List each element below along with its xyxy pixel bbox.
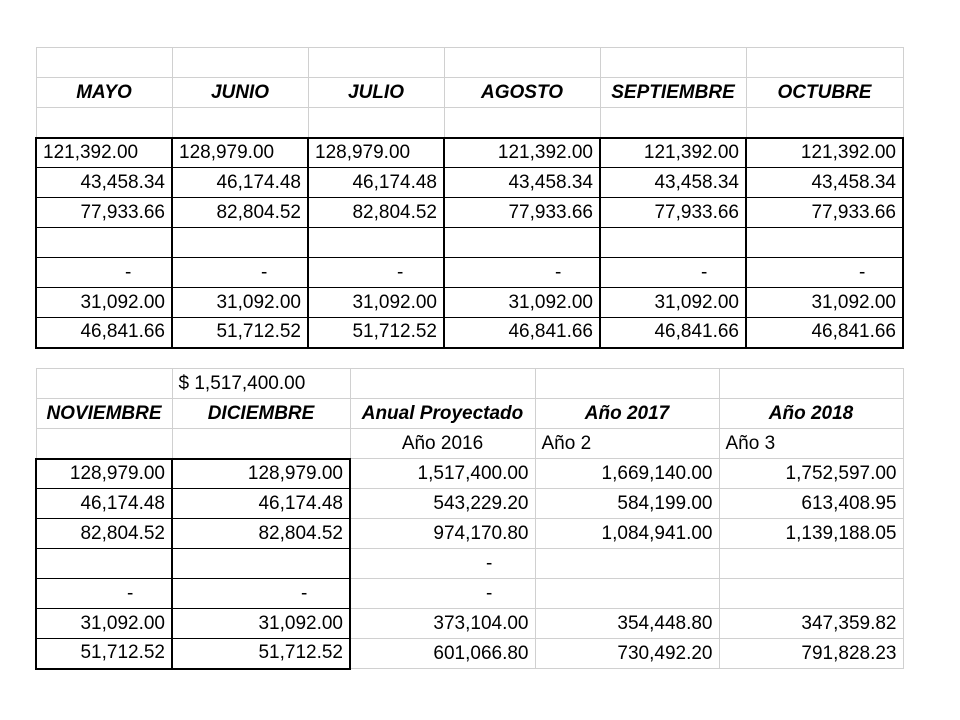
monthly-table-top [35, 47, 904, 349]
table-cell[interactable]: 31,092.00 [746, 288, 903, 318]
table-cell[interactable] [172, 228, 308, 258]
table-cell[interactable]: 974,170.80 [350, 519, 535, 549]
table-row [36, 639, 903, 669]
table-cell[interactable]: 82,804.52 [172, 519, 350, 549]
table-cell[interactable]: 82,804.52 [172, 198, 308, 228]
table-cell[interactable]: - [172, 258, 308, 288]
table-cell[interactable]: 46,841.66 [36, 318, 172, 348]
header-cell: DICIEMBRE [172, 399, 350, 429]
table-cell[interactable]: 1,139,188.05 [719, 519, 903, 549]
table-row [36, 198, 903, 228]
month-header-row [36, 78, 903, 108]
total-row [36, 369, 903, 399]
table-row [36, 138, 903, 168]
period-header-row [36, 399, 903, 429]
table-row [36, 168, 903, 198]
table-cell[interactable]: - [444, 258, 600, 288]
table-cell[interactable]: 121,392.00 [600, 138, 746, 168]
subheader-cell: Año 3 [719, 429, 903, 459]
table-cell[interactable]: 121,392.00 [444, 138, 600, 168]
table-row [36, 579, 903, 609]
table-cell[interactable] [719, 579, 903, 609]
table-cell[interactable]: 31,092.00 [172, 609, 350, 639]
table-cell[interactable]: 51,712.52 [36, 639, 172, 669]
table-cell[interactable]: 43,458.34 [746, 168, 903, 198]
header-cell: Anual Proyectado [350, 399, 535, 429]
subheader-row [36, 429, 903, 459]
table-row [36, 609, 903, 639]
table-cell[interactable] [172, 549, 350, 579]
header-cell: SEPTIEMBRE [600, 78, 746, 108]
table-cell[interactable]: 128,979.00 [308, 138, 444, 168]
table-cell[interactable]: 46,174.48 [172, 168, 308, 198]
header-cell: AGOSTO [444, 78, 600, 108]
table-cell[interactable] [600, 228, 746, 258]
table-cell[interactable]: 121,392.00 [36, 138, 172, 168]
header-cell: MAYO [36, 78, 172, 108]
table-row [36, 519, 903, 549]
table-cell[interactable]: 51,712.52 [308, 318, 444, 348]
table-cell[interactable]: - [350, 579, 535, 609]
table-cell[interactable]: 31,092.00 [172, 288, 308, 318]
table-cell[interactable]: 77,933.66 [36, 198, 172, 228]
table-cell[interactable] [308, 228, 444, 258]
table-cell[interactable]: 46,841.66 [444, 318, 600, 348]
table-cell[interactable]: 82,804.52 [36, 519, 172, 549]
table-row [36, 228, 903, 258]
table-cell[interactable]: 31,092.00 [36, 288, 172, 318]
table-cell[interactable]: 1,084,941.00 [535, 519, 719, 549]
subheader-cell [36, 429, 172, 459]
table-cell[interactable]: 601,066.80 [350, 639, 535, 669]
subheader-cell [172, 429, 350, 459]
table-cell[interactable]: 51,712.52 [172, 318, 308, 348]
table-cell[interactable]: 1,752,597.00 [719, 459, 903, 489]
table-cell[interactable]: 730,492.20 [535, 639, 719, 669]
header-cell: Año 2018 [719, 399, 903, 429]
table-cell[interactable]: - [36, 258, 172, 288]
table-cell[interactable]: - [746, 258, 903, 288]
table-cell[interactable]: 128,979.00 [172, 138, 308, 168]
table-cell[interactable]: 43,458.34 [444, 168, 600, 198]
table-cell[interactable]: 43,458.34 [600, 168, 746, 198]
table-cell[interactable] [535, 579, 719, 609]
total-amount[interactable]: $ 1,517,400.00 [172, 369, 350, 399]
table-row [36, 459, 903, 489]
table-cell[interactable]: 31,092.00 [600, 288, 746, 318]
table-cell[interactable] [719, 549, 903, 579]
table-cell[interactable]: 128,979.00 [172, 459, 350, 489]
table-cell[interactable] [36, 549, 172, 579]
header-cell: JULIO [308, 78, 444, 108]
table-cell[interactable]: - [172, 579, 350, 609]
table-cell[interactable]: 791,828.23 [719, 639, 903, 669]
table-cell[interactable]: 128,979.00 [36, 459, 172, 489]
table-cell[interactable]: 77,933.66 [746, 198, 903, 228]
table-cell[interactable]: 46,174.48 [308, 168, 444, 198]
table-row [36, 258, 903, 288]
table-cell[interactable]: 1,669,140.00 [535, 459, 719, 489]
table-cell[interactable]: - [350, 549, 535, 579]
table-cell[interactable]: - [308, 258, 444, 288]
table-cell[interactable]: 31,092.00 [36, 609, 172, 639]
table-cell[interactable]: 121,392.00 [746, 138, 903, 168]
table-cell[interactable]: 46,841.66 [600, 318, 746, 348]
table-cell[interactable]: 373,104.00 [350, 609, 535, 639]
header-cell: JUNIO [172, 78, 308, 108]
table-row [36, 318, 903, 348]
table-cell[interactable]: 354,448.80 [535, 609, 719, 639]
table-cell[interactable]: 31,092.00 [308, 288, 444, 318]
blank-row [36, 108, 903, 138]
table-cell[interactable]: 77,933.66 [600, 198, 746, 228]
table-cell[interactable] [746, 228, 903, 258]
table-cell[interactable]: 543,229.20 [350, 489, 535, 519]
header-cell: NOVIEMBRE [36, 399, 172, 429]
table-cell[interactable]: 77,933.66 [444, 198, 600, 228]
table-cell[interactable]: 46,174.48 [36, 489, 172, 519]
subheader-cell: Año 2 [535, 429, 719, 459]
table-cell[interactable]: - [36, 579, 172, 609]
table-cell[interactable]: 46,841.66 [746, 318, 903, 348]
subheader-cell: Año 2016 [350, 429, 535, 459]
table-row [36, 489, 903, 519]
blank-row [36, 48, 903, 78]
table-cell[interactable] [36, 228, 172, 258]
table-cell[interactable]: 347,359.82 [719, 609, 903, 639]
table-cell[interactable]: 31,092.00 [444, 288, 600, 318]
table-row [36, 288, 903, 318]
table-cell[interactable] [444, 228, 600, 258]
table-cell[interactable]: 1,517,400.00 [350, 459, 535, 489]
table-cell[interactable]: 51,712.52 [172, 639, 350, 669]
header-cell: OCTUBRE [746, 78, 903, 108]
monthly-table-bottom [35, 368, 904, 670]
table-cell[interactable]: - [600, 258, 746, 288]
table-cell[interactable]: 613,408.95 [719, 489, 903, 519]
table-cell[interactable]: 43,458.34 [36, 168, 172, 198]
header-cell: Año 2017 [535, 399, 719, 429]
table-cell[interactable]: 82,804.52 [308, 198, 444, 228]
table-cell[interactable]: 584,199.00 [535, 489, 719, 519]
table-row [36, 549, 903, 579]
table-cell[interactable] [535, 549, 719, 579]
table-cell[interactable]: 46,174.48 [172, 489, 350, 519]
